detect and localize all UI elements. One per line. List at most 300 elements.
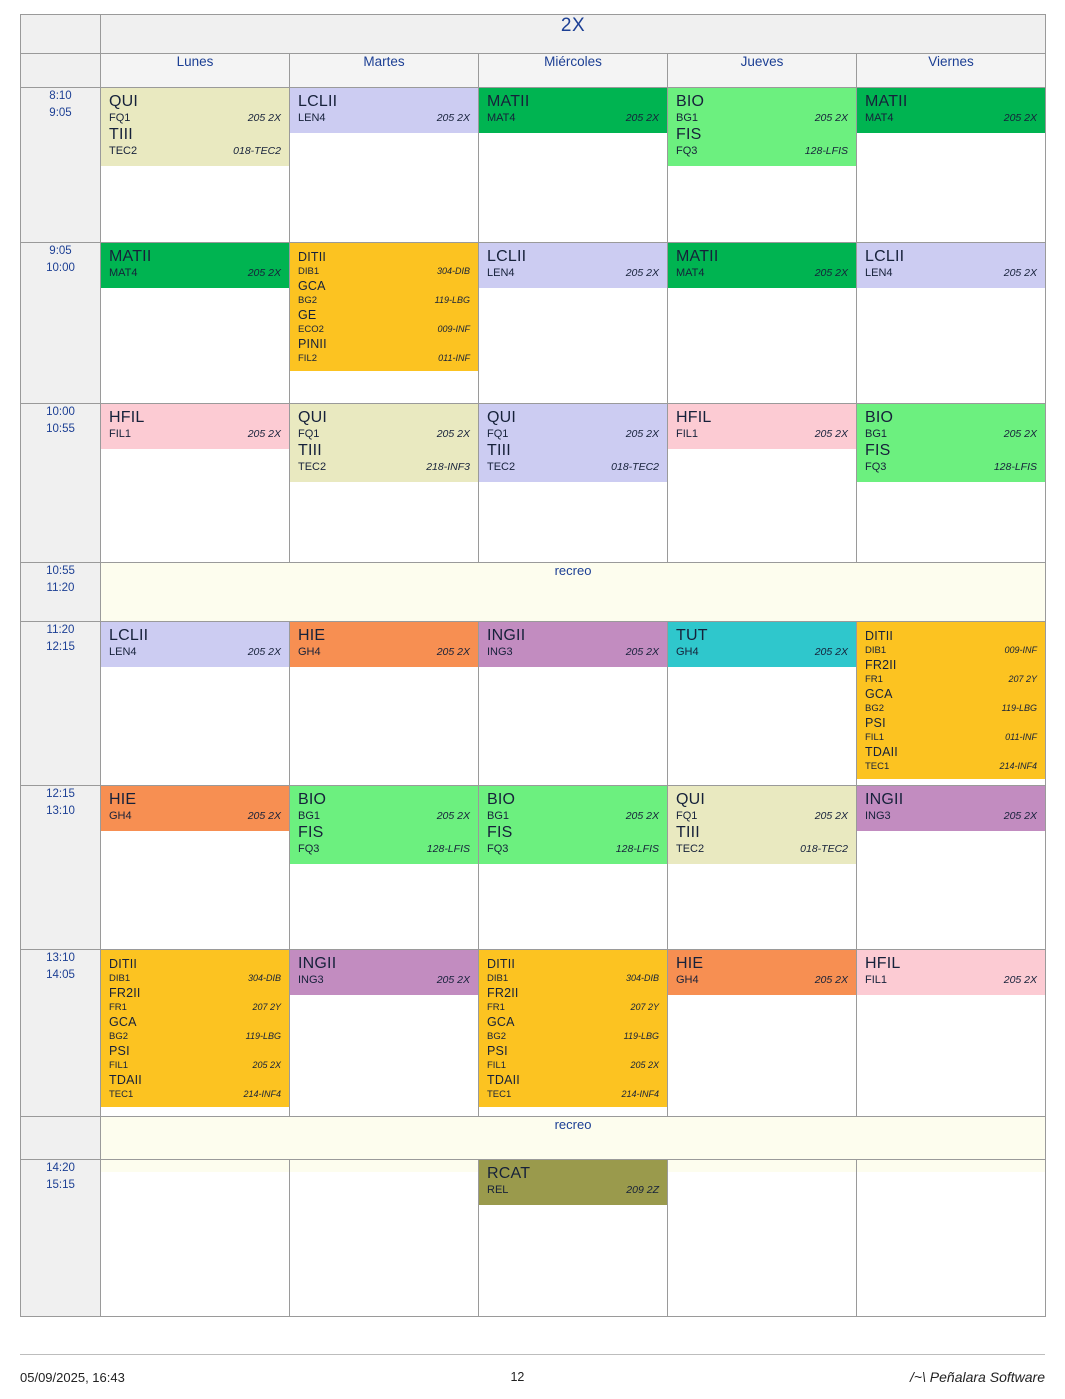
lesson-code: DIB1: [298, 266, 320, 277]
lesson-code: TEC1: [109, 1089, 134, 1100]
lesson-code: FQ3: [487, 842, 509, 855]
lesson-code: FQ3: [865, 460, 887, 473]
lesson-entry: [487, 985, 659, 1014]
lesson-room: 205 2X: [814, 427, 848, 440]
lesson-room: 128-LFIS: [615, 842, 659, 855]
lesson-subject: QUI: [676, 791, 706, 808]
lesson-code: TEC2: [109, 144, 138, 157]
lesson-code: LEN4: [298, 111, 326, 124]
slot-7-martes[interactable]: [290, 950, 479, 1117]
lesson-room: 205 2X: [247, 427, 281, 440]
footer-vendor: /~\ Peñalara Software: [909, 1369, 1045, 1385]
lesson-entry: [676, 825, 848, 858]
lesson-entry: [298, 792, 470, 825]
lesson-entry: [109, 1014, 281, 1043]
lesson-subject: PSI: [487, 1044, 508, 1058]
slot-5-martes[interactable]: [290, 622, 479, 786]
lesson-subject: DITII: [487, 957, 516, 971]
lesson-entry: [487, 94, 659, 127]
lesson-meta: [487, 428, 659, 440]
lesson-room: 205 2X: [252, 1060, 281, 1070]
slot-2-lunes[interactable]: [101, 243, 290, 404]
time-end-5: 12:15: [46, 640, 75, 653]
lesson-meta: [109, 1002, 281, 1013]
lesson-room: 205 2X: [1003, 973, 1038, 986]
lesson-meta: [676, 145, 848, 157]
lesson-entry: [298, 628, 470, 661]
lesson-room: 205 2X: [1003, 427, 1038, 440]
lesson-entry: [487, 1043, 659, 1072]
lesson-code: BG2: [865, 703, 885, 714]
lesson-subject: GCA: [487, 1015, 515, 1029]
slot-5-miercoles[interactable]: [479, 622, 668, 786]
slot-6-martes[interactable]: [290, 786, 479, 950]
slot-1-miercoles[interactable]: [479, 88, 668, 243]
lesson-code: BG1: [865, 427, 888, 440]
slot-1-lunes[interactable]: [101, 88, 290, 243]
lesson-code: FQ1: [487, 427, 509, 440]
lesson-meta: [676, 974, 848, 986]
lesson-meta: [109, 267, 281, 279]
lesson-entry: [109, 628, 281, 661]
slot-row-1: [21, 88, 1046, 243]
lesson-room: 205 2X: [1003, 809, 1038, 822]
lesson-code: LEN4: [487, 266, 515, 279]
lesson-meta: [109, 145, 281, 157]
lesson-subject: FR2II: [865, 658, 897, 672]
slot-row-2: [21, 243, 1046, 404]
day-header-martes: Martes: [290, 54, 479, 88]
lesson-room: 205 2X: [436, 645, 470, 658]
lesson-entry: [298, 307, 470, 336]
lesson-meta: [298, 324, 470, 335]
lesson-code: ECO2: [298, 324, 324, 335]
lesson-subject: GE: [298, 308, 317, 322]
lesson-room: 119-LBG: [623, 1031, 659, 1041]
lesson-subject: MATII: [676, 248, 719, 265]
lesson-room: 205 2X: [814, 809, 848, 822]
lesson-entry: [487, 1072, 659, 1101]
lesson-meta: [298, 353, 470, 364]
lesson-meta: [487, 1002, 659, 1013]
lesson-meta: [298, 112, 470, 124]
lesson-entry: [487, 628, 659, 661]
lesson-subject: GCA: [109, 1015, 137, 1029]
time-end-7: 14:05: [46, 968, 75, 981]
break-row-1: [21, 563, 1046, 622]
break-row-2: [21, 1117, 1046, 1160]
footer-divider: [20, 1354, 1045, 1355]
lesson-entry: [487, 825, 659, 858]
slot-6-miercoles[interactable]: [479, 786, 668, 950]
lesson-room: 205 2X: [625, 427, 659, 440]
time-start-1: 8:10: [49, 90, 72, 102]
lesson-code: TEC1: [865, 761, 890, 772]
lesson-code: DIB1: [865, 645, 887, 656]
slot-6-lunes[interactable]: [101, 786, 290, 950]
lesson-room: 205 2X: [247, 645, 281, 658]
slot-row-9: [21, 1160, 1046, 1317]
slot-row-7: [21, 950, 1046, 1117]
time-label-break-2: [21, 1117, 101, 1160]
lesson-room: 018-TEC2: [800, 842, 848, 855]
lesson-entry: [109, 127, 281, 160]
lesson-subject: RCAT: [487, 1165, 531, 1182]
time-start-5: 11:20: [46, 624, 75, 636]
lesson-meta: [676, 810, 848, 822]
slot-5-jueves[interactable]: [668, 622, 857, 786]
lesson-entry: [487, 1014, 659, 1043]
slot-3-jueves[interactable]: [668, 404, 857, 563]
lesson-entry: [487, 956, 659, 985]
lesson-meta: [865, 428, 1037, 440]
lesson-room: 205 2X: [247, 266, 281, 279]
lesson-entry: [865, 249, 1037, 282]
lesson-room: 205 2X: [247, 111, 281, 124]
lesson-meta: [109, 1089, 281, 1100]
lesson-room: 128-LFIS: [804, 144, 848, 157]
lesson-subject: TIII: [109, 125, 133, 143]
lesson-code: ING3: [298, 973, 324, 986]
time-end-3: 10:55: [46, 422, 75, 435]
lesson-subject: INGII: [298, 955, 337, 972]
lesson-subject: LCLII: [487, 248, 527, 265]
lesson-subject: TDAII: [865, 745, 898, 759]
lesson-entry: [865, 410, 1037, 443]
slot-2-viernes[interactable]: [857, 243, 1046, 404]
lesson-room: 119-LBG: [245, 1031, 281, 1041]
lesson-entry: [298, 278, 470, 307]
time-end-6: 13:10: [46, 804, 75, 817]
lesson-room: 119-LBG: [434, 295, 470, 305]
lesson-room: 304-DIB: [625, 973, 659, 983]
group-title-cell: [101, 15, 1046, 54]
lesson-subject: DITII: [298, 250, 327, 264]
lesson-meta: [298, 295, 470, 306]
lesson-subject: MATII: [865, 93, 908, 110]
slot-9-lunes[interactable]: [101, 1160, 290, 1317]
lesson-code: BG1: [298, 809, 321, 822]
slot-9-viernes[interactable]: [857, 1160, 1046, 1317]
lesson-code: MAT4: [865, 111, 894, 124]
slot-5-viernes[interactable]: [857, 622, 1046, 786]
lesson-subject: FIS: [298, 823, 324, 841]
lesson-meta: [865, 645, 1037, 656]
lesson-code: FIL1: [865, 732, 885, 743]
lesson-room: 128-LFIS: [993, 460, 1038, 473]
lesson-entry: [298, 956, 470, 989]
lesson-room: 205 2X: [436, 809, 470, 822]
slot-2-miercoles[interactable]: [479, 243, 668, 404]
lesson-subject: LCLII: [298, 93, 338, 110]
lesson-meta: [865, 674, 1037, 685]
lesson-subject: DITII: [109, 957, 138, 971]
lesson-code: BG2: [487, 1031, 507, 1042]
lesson-code: MAT4: [487, 111, 516, 124]
lesson-meta: [676, 646, 848, 658]
footer-datetime: 05/09/2025, 16:43: [20, 1369, 125, 1385]
lesson-meta: [109, 1060, 281, 1071]
lesson-code: REL: [487, 1183, 509, 1196]
lesson-entry: [487, 249, 659, 282]
lesson-entry: [865, 94, 1037, 127]
lesson-code: MAT4: [109, 266, 138, 279]
time-start-6: 12:15: [46, 788, 75, 800]
lesson-room: 214-INF4: [243, 1089, 281, 1099]
lesson-meta: [109, 810, 281, 822]
lesson-code: BG1: [487, 809, 510, 822]
time-start-7: 13:10: [46, 952, 75, 964]
lesson-room: 128-LFIS: [426, 842, 470, 855]
lesson-subject: FIS: [676, 125, 702, 143]
slot-3-miercoles[interactable]: [479, 404, 668, 563]
lesson-meta: [109, 973, 281, 984]
lesson-meta: [487, 267, 659, 279]
lesson-room: 018-TEC2: [611, 460, 659, 473]
lesson-code: GH4: [109, 809, 132, 822]
lesson-entry: [676, 249, 848, 282]
lesson-subject: QUI: [109, 93, 139, 110]
time-label-1: [21, 88, 101, 243]
lesson-meta: [865, 703, 1037, 714]
lesson-subject: BIO: [298, 791, 327, 808]
lesson-code: GH4: [298, 645, 321, 658]
lesson-subject: HFIL: [676, 409, 712, 426]
slot-7-jueves[interactable]: [668, 950, 857, 1117]
lesson-subject: FIS: [487, 823, 513, 841]
lesson-meta: [109, 428, 281, 440]
lesson-subject: QUI: [487, 409, 517, 426]
lesson-room: 205 2X: [814, 645, 848, 658]
lesson-code: TEC1: [487, 1089, 512, 1100]
lesson-entry: [298, 94, 470, 127]
lesson-room: 205 2X: [247, 809, 281, 822]
lesson-code: GH4: [676, 973, 699, 986]
timetable: [20, 14, 1046, 1317]
lesson-room: 205 2X: [625, 809, 659, 822]
slot-3-martes[interactable]: [290, 404, 479, 563]
lesson-room: 214-INF4: [621, 1089, 659, 1099]
lesson-meta: [298, 646, 470, 658]
lesson-entry: [865, 715, 1037, 744]
lesson-meta: [865, 732, 1037, 743]
lesson-entry: [109, 1072, 281, 1101]
lesson-code: LEN4: [109, 645, 137, 658]
slot-1-martes[interactable]: [290, 88, 479, 243]
lesson-code: FR1: [487, 1002, 505, 1013]
lesson-meta: [298, 266, 470, 277]
slot-9-miercoles[interactable]: [479, 1160, 668, 1317]
slot-6-viernes[interactable]: [857, 786, 1046, 950]
slot-7-miercoles[interactable]: [479, 950, 668, 1117]
slot-7-viernes[interactable]: [857, 950, 1046, 1117]
lesson-room: 009-INF: [437, 324, 470, 334]
lesson-code: TEC2: [676, 842, 705, 855]
lesson-code: FQ3: [298, 842, 320, 855]
lesson-code: FQ1: [676, 809, 698, 822]
slot-9-martes[interactable]: [290, 1160, 479, 1317]
lesson-entry: [676, 792, 848, 825]
lesson-code: ING3: [865, 809, 891, 822]
time-end-9: 15:15: [46, 1178, 75, 1191]
lesson-room: 018-TEC2: [233, 144, 281, 157]
lesson-code: ING3: [487, 645, 513, 658]
lesson-room: 119-LBG: [1001, 703, 1038, 713]
lesson-subject: TIII: [298, 441, 322, 459]
lesson-meta: [865, 974, 1037, 986]
lesson-subject: DITII: [865, 629, 894, 643]
lesson-meta: [487, 810, 659, 822]
lesson-room: 205 2X: [436, 111, 470, 124]
lesson-meta: [865, 810, 1037, 822]
lesson-meta: [865, 112, 1037, 124]
slot-2-martes[interactable]: [290, 243, 479, 404]
lesson-meta: [298, 810, 470, 822]
lesson-room: 009-INF: [1004, 645, 1038, 655]
lesson-subject: LCLII: [109, 627, 149, 644]
lesson-code: TEC2: [487, 460, 516, 473]
time-end-2: 10:00: [46, 261, 75, 274]
lesson-code: FIL1: [109, 427, 132, 440]
lesson-entry: [865, 686, 1037, 715]
lesson-subject: TDAII: [487, 1073, 520, 1087]
lesson-room: 205 2X: [625, 111, 659, 124]
day-header-viernes: Viernes: [857, 54, 1046, 88]
time-label-2: [21, 243, 101, 404]
lesson-code: FIL1: [865, 973, 888, 986]
lesson-room: 214-INF4: [999, 761, 1038, 771]
lesson-entry: [865, 792, 1037, 825]
lesson-meta: [109, 1031, 281, 1042]
lesson-entry: [487, 792, 659, 825]
lesson-entry: [298, 336, 470, 365]
lesson-entry: [298, 443, 470, 476]
slot-7-lunes[interactable]: [101, 950, 290, 1117]
page-footer: [20, 1369, 1045, 1385]
lesson-code: GH4: [676, 645, 699, 658]
lesson-entry: [109, 1043, 281, 1072]
lesson-subject: TDAII: [109, 1073, 142, 1087]
time-end-1: 9:05: [49, 106, 72, 119]
break-end-1: 11:20: [46, 581, 75, 594]
lesson-meta: [865, 461, 1037, 473]
slot-9-jueves[interactable]: [668, 1160, 857, 1317]
corner-cell: [21, 54, 101, 88]
lesson-entry: [865, 956, 1037, 989]
lesson-entry: [109, 956, 281, 985]
lesson-code: FQ3: [676, 144, 698, 157]
lesson-code: DIB1: [109, 973, 131, 984]
time-label-3: [21, 404, 101, 563]
lesson-subject: PSI: [109, 1044, 130, 1058]
lesson-subject: BIO: [865, 409, 894, 426]
break-cell-1: recreo: [101, 563, 1046, 622]
lesson-entry: [487, 443, 659, 476]
lesson-code: FIL1: [109, 1060, 129, 1071]
slot-3-viernes[interactable]: [857, 404, 1046, 563]
lesson-code: FQ1: [109, 111, 131, 124]
lesson-subject: HIE: [676, 955, 704, 972]
lesson-subject: QUI: [298, 409, 328, 426]
title-row: [21, 15, 1046, 54]
lesson-subject: TUT: [676, 627, 708, 644]
lesson-room: 205 2X: [436, 427, 470, 440]
lesson-room: 205 2X: [625, 266, 659, 279]
lesson-meta: [109, 646, 281, 658]
lesson-subject: INGII: [865, 791, 904, 808]
break-cell-2: recreo: [101, 1117, 1046, 1160]
lesson-meta: [487, 1089, 659, 1100]
lesson-code: DIB1: [487, 973, 509, 984]
page-title: 2X: [560, 15, 586, 36]
lesson-code: BG2: [109, 1031, 129, 1042]
lesson-subject: HFIL: [109, 409, 145, 426]
lesson-meta: [298, 843, 470, 855]
lesson-entry: [676, 127, 848, 160]
slot-1-viernes[interactable]: [857, 88, 1046, 243]
lesson-room: 011-INF: [1005, 732, 1038, 742]
lesson-entry: [865, 628, 1037, 657]
lesson-code: LEN4: [865, 266, 893, 279]
slot-3-lunes[interactable]: [101, 404, 290, 563]
lesson-room: 207 2Y: [630, 1002, 659, 1012]
lesson-room: 205 2X: [814, 973, 848, 986]
time-label-7: [21, 950, 101, 1117]
lesson-subject: HIE: [298, 627, 326, 644]
slot-2-jueves[interactable]: [668, 243, 857, 404]
lesson-entry: [676, 94, 848, 127]
day-header-jueves: Jueves: [668, 54, 857, 88]
day-header-miercoles: Miércoles: [479, 54, 668, 88]
lesson-code: FR1: [865, 674, 883, 685]
lesson-room: 209 2Z: [626, 1183, 659, 1196]
lesson-subject: BIO: [487, 791, 516, 808]
slot-1-jueves[interactable]: [668, 88, 857, 243]
lesson-subject: MATII: [487, 93, 530, 110]
lesson-code: BG2: [298, 295, 318, 306]
slot-6-jueves[interactable]: [668, 786, 857, 950]
time-label-5: [21, 622, 101, 786]
day-header-row: [21, 54, 1046, 88]
lesson-subject: INGII: [487, 627, 526, 644]
lesson-room: 205 2X: [630, 1060, 659, 1070]
lesson-subject: MATII: [109, 248, 152, 265]
lesson-meta: [298, 461, 470, 473]
lesson-entry: [865, 657, 1037, 686]
lesson-meta: [487, 973, 659, 984]
lesson-room: 304-DIB: [247, 973, 281, 983]
lesson-room: 205 2X: [1003, 111, 1038, 124]
lesson-room: 205 2X: [814, 266, 848, 279]
lesson-subject: FR2II: [487, 986, 519, 1000]
lesson-entry: [109, 792, 281, 825]
time-label-9: [21, 1160, 101, 1317]
lesson-meta: [865, 761, 1037, 772]
lesson-entry: [487, 410, 659, 443]
lesson-meta: [298, 428, 470, 440]
lesson-code: FR1: [109, 1002, 127, 1013]
time-label-6: [21, 786, 101, 950]
lesson-meta: [676, 428, 848, 440]
lesson-subject: FIS: [865, 441, 891, 459]
slot-row-5: [21, 622, 1046, 786]
slot-5-lunes[interactable]: [101, 622, 290, 786]
lesson-entry: [109, 410, 281, 443]
lesson-meta: [487, 843, 659, 855]
lesson-subject: TIII: [676, 823, 700, 841]
lesson-meta: [487, 461, 659, 473]
lesson-room: 205 2X: [436, 973, 470, 986]
